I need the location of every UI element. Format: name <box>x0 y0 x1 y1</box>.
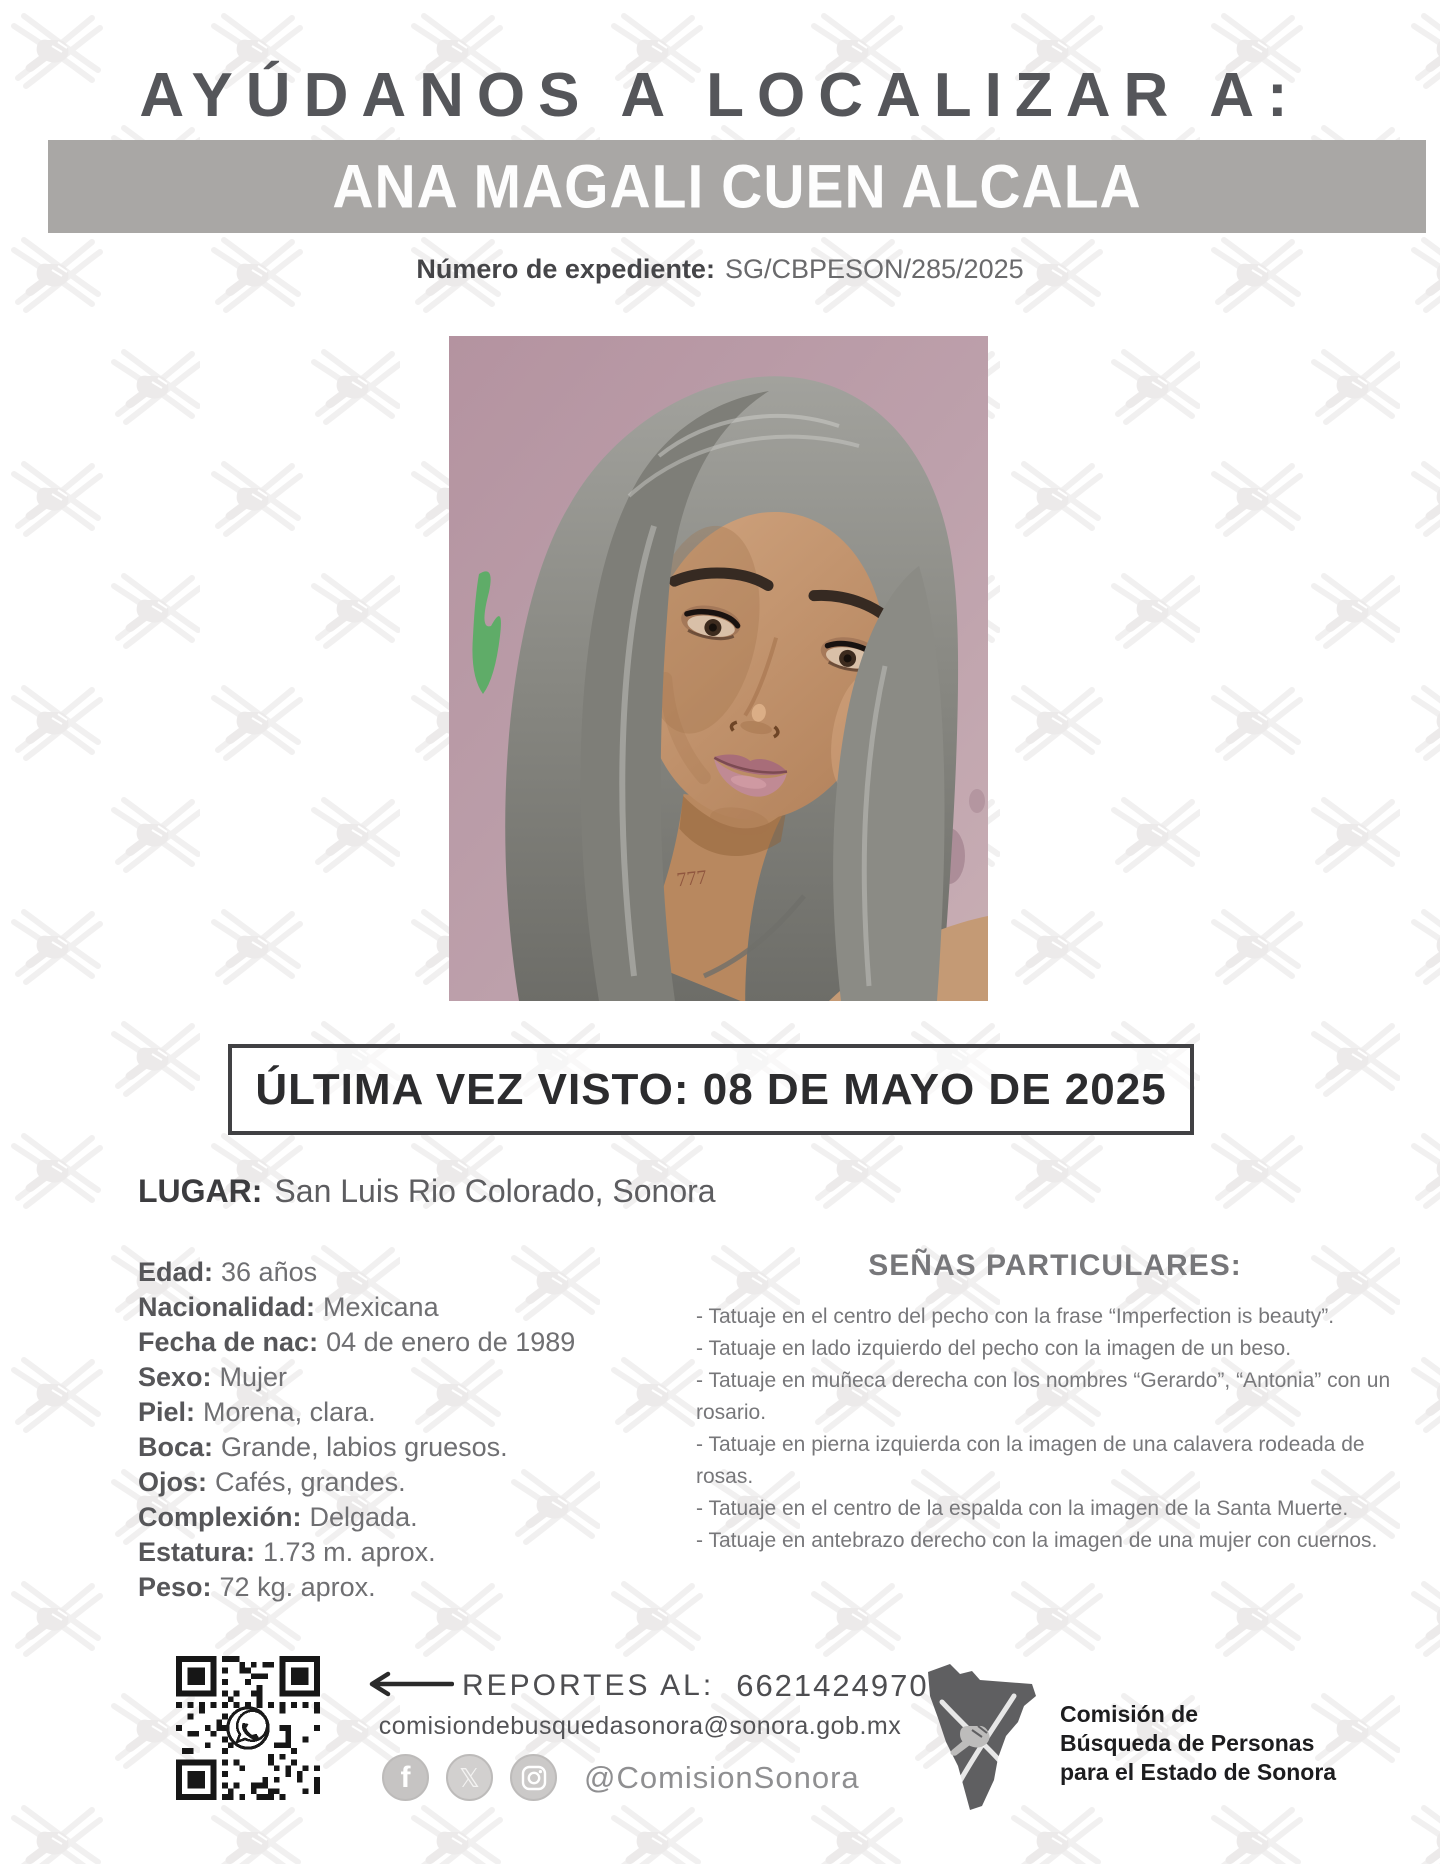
whatsapp-qr-code <box>176 1656 320 1800</box>
detail-row: Sexo: Mujer <box>138 1362 288 1392</box>
sign-item: - Tatuaje en antebrazo derecho con la imagen de una mujer con cuernos. <box>696 1529 1378 1552</box>
case-number-line <box>0 254 1440 285</box>
detail-row: Boca: Grande, labios gruesos. <box>138 1432 508 1462</box>
detail-row: Fecha de nac: 04 de enero de 1989 <box>138 1327 576 1357</box>
sign-item: - Tatuaje en pierna izquierda con la imagen de una calavera rodeada de rosas. <box>696 1433 1365 1488</box>
reports-phone: 6621424970 <box>736 1668 929 1703</box>
social-media-row <box>382 1754 860 1801</box>
detail-row: Piel: Morena, clara. <box>138 1397 376 1427</box>
org-name: Comisión de Búsqueda de Personas para el Estado de Sonora <box>1060 1701 1337 1785</box>
facebook-icon: f <box>382 1754 429 1801</box>
contact-email: comisiondebusquedasonora@sonora.gob.mx <box>378 1712 902 1740</box>
location-label: LUGAR: <box>138 1173 263 1209</box>
sign-item: - Tatuaje en muñeca derecha con los nombres “Gerardo”, “Antonia” con un rosario. <box>696 1369 1391 1424</box>
instagram-icon <box>510 1754 557 1801</box>
last-seen-box: ÚLTIMA VEZ VISTO: 08 DE MAYO DE 2025 <box>228 1044 1194 1135</box>
reports-line <box>366 1668 929 1704</box>
sign-item: - Tatuaje en lado izquierdo del pecho con la imagen de un beso. <box>696 1337 1292 1360</box>
case-number-value: SG/CBPESON/285/2025 <box>724 254 1024 284</box>
detail-row: Complexión: Delgada. <box>138 1502 418 1532</box>
detail-row: Estatura: 1.73 m. aprox. <box>138 1537 436 1567</box>
name-banner <box>48 140 1426 233</box>
detail-row: Edad: 36 años <box>138 1257 318 1287</box>
location-line <box>138 1173 716 1210</box>
detail-row: Nacionalidad: Mexicana <box>138 1292 439 1322</box>
poster-title: AYÚDANOS A LOCALIZAR A: <box>139 61 1301 130</box>
svg-text:777: 777 <box>675 866 708 892</box>
sign-item: - Tatuaje en el centro de la espalda con la imagen de la Santa Muerte. <box>696 1497 1349 1520</box>
missing-person-name: ANA MAGALI CUEN ALCALA <box>332 151 1142 222</box>
left-arrow-icon <box>366 1670 454 1703</box>
sonora-state-icon <box>920 1660 1040 1817</box>
missing-person-photo <box>449 336 988 1001</box>
x-icon: 𝕏 <box>446 1754 493 1801</box>
particular-signs-section <box>696 1249 1414 1557</box>
case-number-label: Número de expediente: <box>416 254 715 284</box>
search-commission-logo <box>920 1660 1336 1817</box>
reports-label: REPORTES AL: <box>462 1669 715 1702</box>
particular-signs-heading: SEÑAS PARTICULARES: <box>868 1249 1242 1282</box>
detail-row: Ojos: Cafés, grandes. <box>138 1467 406 1497</box>
detail-row: Peso: 72 kg. aprox. <box>138 1572 376 1602</box>
physical-details-list <box>138 1255 698 1605</box>
location-value: San Luis Rio Colorado, Sonora <box>274 1173 716 1209</box>
social-handle: @ComisionSonora <box>584 1759 860 1795</box>
sign-item: - Tatuaje en el centro del pecho con la frase “Imperfection is beauty”. <box>696 1305 1335 1328</box>
